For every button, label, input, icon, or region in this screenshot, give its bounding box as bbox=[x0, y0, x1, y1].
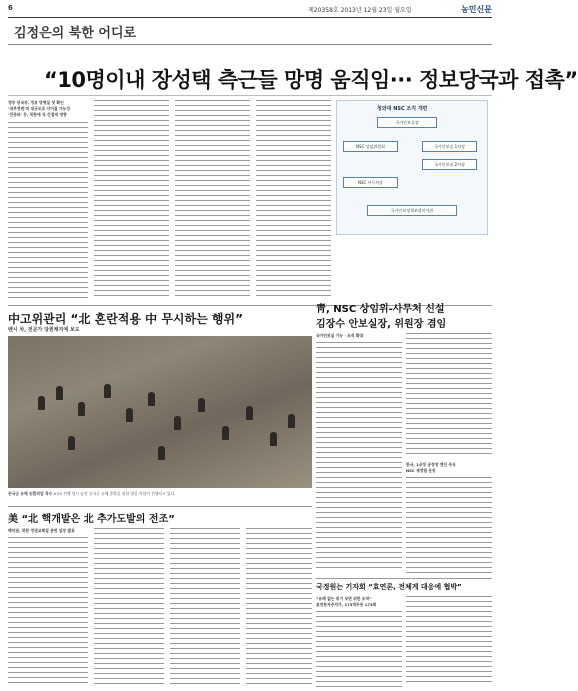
story5-sub2: 효연론자주지가, 173개주중 173회 bbox=[316, 602, 377, 607]
org-chart-title: 청와대 NSC 조직 개편 bbox=[377, 106, 428, 112]
photo-caption-title: 중국군 유해 송환작업 착수 bbox=[8, 491, 53, 496]
main-story-col-1 bbox=[8, 100, 88, 300]
headline-rule bbox=[8, 95, 492, 96]
issue-info: 제20358호 2013년 12월 23일 월요일 bbox=[308, 7, 412, 14]
page-header bbox=[8, 4, 492, 18]
story4-col-1 bbox=[8, 528, 88, 686]
main-story-col-3 bbox=[175, 100, 250, 300]
story2-subhead: 벤시 차, 전문가 당원채지에 보도 bbox=[8, 327, 80, 333]
story3-headline-1: 靑, NSC 상임위-사무처 신설 bbox=[316, 304, 445, 315]
story4-col-4 bbox=[246, 528, 312, 686]
story4-lead: 백악관, 북한 정권교체설 관련 입장 발표 bbox=[8, 528, 75, 533]
photo-caption-body: 6·25 전쟁 당시 숨진 중국군 유해 송환을 위한 발굴 작업이 진행되고 있다. bbox=[53, 491, 176, 496]
body-text bbox=[316, 342, 402, 572]
page-number: 6 bbox=[8, 4, 13, 12]
main-story-col-2 bbox=[94, 100, 169, 300]
story4-col-3 bbox=[170, 528, 240, 686]
org-box-secretariat: NSC 사무처장 bbox=[343, 177, 398, 188]
org-box-committee: NSC 상임위원회 bbox=[343, 141, 398, 152]
story3-subhead: 국가안보실 기능 · 조직 확대 bbox=[316, 333, 364, 338]
org-box-deputy-1: 국가안보실 1차장 bbox=[422, 141, 477, 152]
header-rule bbox=[8, 17, 492, 18]
side-title: 한국, 1공장 공장장 엔진 주식 bbox=[406, 462, 456, 467]
nsc-org-chart bbox=[336, 100, 488, 235]
main-headline: “10명이내 장성택 측근들 망명 움직임··· 정보당국과 접촉” bbox=[44, 68, 578, 92]
section-divider-2 bbox=[8, 506, 312, 507]
story5-col-2 bbox=[406, 596, 492, 686]
story5-sub1: “유례 없는 위기 모면 위한 조처” bbox=[316, 596, 372, 601]
section-rule bbox=[8, 44, 492, 45]
section-divider-3 bbox=[316, 578, 492, 579]
main-subhead-3: ‘친중파’ 등, 북한에 직·간접적 영향 bbox=[8, 112, 67, 117]
paper-logo: 농민신문 bbox=[461, 5, 492, 14]
story5-headline: 국정원는 기자회 “효연론, 전체게 대응에 협박” bbox=[316, 583, 462, 591]
org-box-deputy-2: 국가안보실 2차장 bbox=[422, 159, 477, 170]
news-photo bbox=[8, 336, 312, 488]
story3-col-2 bbox=[406, 333, 492, 458]
body-text bbox=[8, 122, 88, 300]
side-sub: NSC 재정립 운동 bbox=[406, 468, 436, 473]
main-subhead-2: ‘내부정변’의 대규모로 이어질 가능성 bbox=[8, 106, 70, 111]
main-story-col-4 bbox=[256, 100, 331, 300]
org-box-chief: 국가안보실장 bbox=[377, 117, 437, 128]
main-subhead-1: 정부 당국자, 정보 망명설 첫 확인 bbox=[8, 100, 64, 105]
body-text bbox=[8, 537, 88, 685]
story2-headline: 中고위관리 “北 혼란적용 中 무시하는 행위” bbox=[8, 312, 243, 326]
story3-headline-2: 김장수 안보실장, 위원장 겸임 bbox=[316, 319, 447, 330]
photo-caption bbox=[8, 491, 312, 497]
story3-col-1 bbox=[316, 333, 402, 573]
story5-col-1 bbox=[316, 596, 402, 686]
section-title: 김정은의 북한 어디로 bbox=[14, 26, 137, 41]
body-text bbox=[406, 477, 492, 575]
org-box-policy: 국가안보정책조정비서관 bbox=[367, 205, 457, 216]
story4-col-2 bbox=[94, 528, 164, 686]
body-text bbox=[316, 611, 402, 687]
side-column bbox=[406, 462, 492, 574]
story4-headline: 美 “北 핵개발은 北 추가도발의 전조” bbox=[8, 514, 175, 525]
